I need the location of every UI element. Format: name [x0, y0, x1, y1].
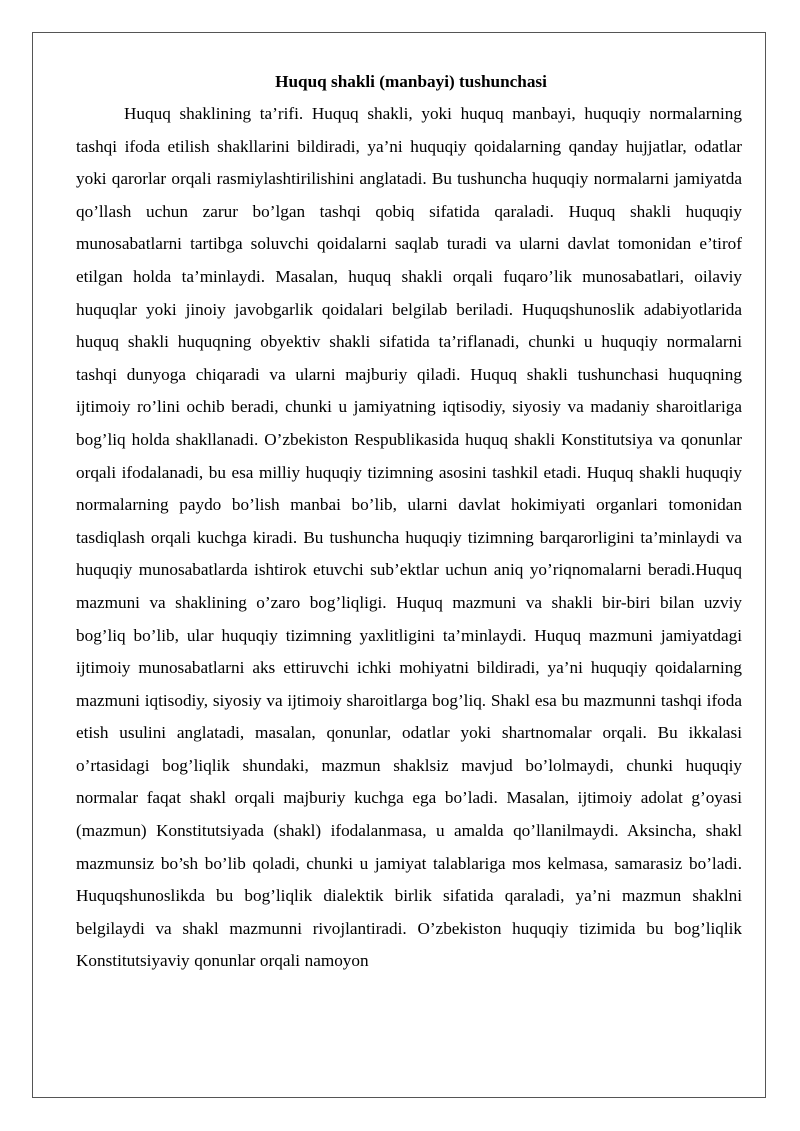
document-title: Huquq shakli (manbayi) tushunchasi	[275, 72, 547, 91]
document-paragraph: Huquq shaklining ta’rifi. Huquq shakli, yoki huquq manbayi, huquqiy normalarning tashqi ifoda etilish shakllarini bildiradi, ya’ni huquqiy qoidalarning qanday hujjatlar, odatlar yoki qarorlar orqali rasmiylashtirilishini anglatadi. Bu tushuncha huquqiy normalarni jamiyatda qo’llash uchun zarur bo’lgan tashqi qobiq sifatida qaraladi. Huquq shakli huquqiy munosabatlarni tartibga soluvchi qoidalarni saqlab turadi va ularni davlat tomonidan e’tirof etilgan holda ta’minlaydi. Masalan, huquq shakli orqali fuqaro’lik munosabatlari, oilaviy huquqlar yoki jinoiy javobgarlik qoidalari belgilab beriladi. Huquqshunoslik adabiyotlarida huquq shakli huquqning obyektiv shakli sifatida ta’riflanadi, chunki u huquqiy normalarni tashqi dunyoga chiqaradi va ularni majburiy qiladi. Huquq shakli tushunchasi huquqning ijtimoiy ro’lini ochib beradi, chunki u jamiyatning iqtisodiy, siyosiy va madaniy sharoitlariga bog’liq holda shakllanadi. O’zbekiston Respublikasida huquq shakli Konstitutsiya va qonunlar orqali ifodalanadi, bu esa milliy huquqiy tizimning asosini tashkil etadi. Huquq shakli huquqiy normalarning paydo bo’lish manbai bo’lib, ularni davlat hokimiyati organlari tomonidan tasdiqlash orqali kuchga kiradi. Bu tushuncha huquqiy tizimning barqarorligini ta’minlaydi va huquqiy munosabatlarda ishtirok etuvchi sub’ektlar uchun aniq yo’riqnomalarni beradi.Huquq mazmuni va shaklining o’zaro bog’liqligi. Huquq mazmuni va shakli bir-biri bilan uzviy bog’liq bo’lib, ular huquqiy tizimning yaxlitligini ta’minlaydi. Huquq mazmuni jamiyatdagi ijtimoiy munosabatlarni aks ettiruvchi ichki mohiyatni bildiradi, ya’ni huquqiy qoidalarning mazmuni iqtisodiy, siyosiy va ijtimoiy sharoitlarga bog’liq. Shakl esa bu mazmunni tashqi ifoda etish usulini anglatadi, masalan, qonunlar, odatlar yoki shartnomalar orqali. Bu ikkalasi o’rtasidagi bog’liqlik shundaki, mazmun shaklsiz mavjud bo’lolmaydi, chunki huquqiy normalar faqat shakl orqali majburiy kuchga ega bo’ladi. Masalan, ijtimoiy adolat g’oyasi (mazmun) Konstitutsiyada (shakl) ifodalanmasa, u amalda qo’llanilmaydi. Aksincha, shakl mazmunsiz bo’sh bo’lib qoladi, chunki u jamiyat talablariga mos kelmasa, samarasiz bo’ladi. Huquqshunoslikda bu bog’liqlik dialektik birlik sifatida qaraladi, ya’ni mazmun shaklni belgilaydi va shakl mazmunni rivojlantiradi. O’zbekiston huquqiy tizimida bu bog’liqlik Konstitutsiyaviy qonunlar orqali namoyon	[76, 104, 742, 971]
document-content	[76, 72, 742, 978]
